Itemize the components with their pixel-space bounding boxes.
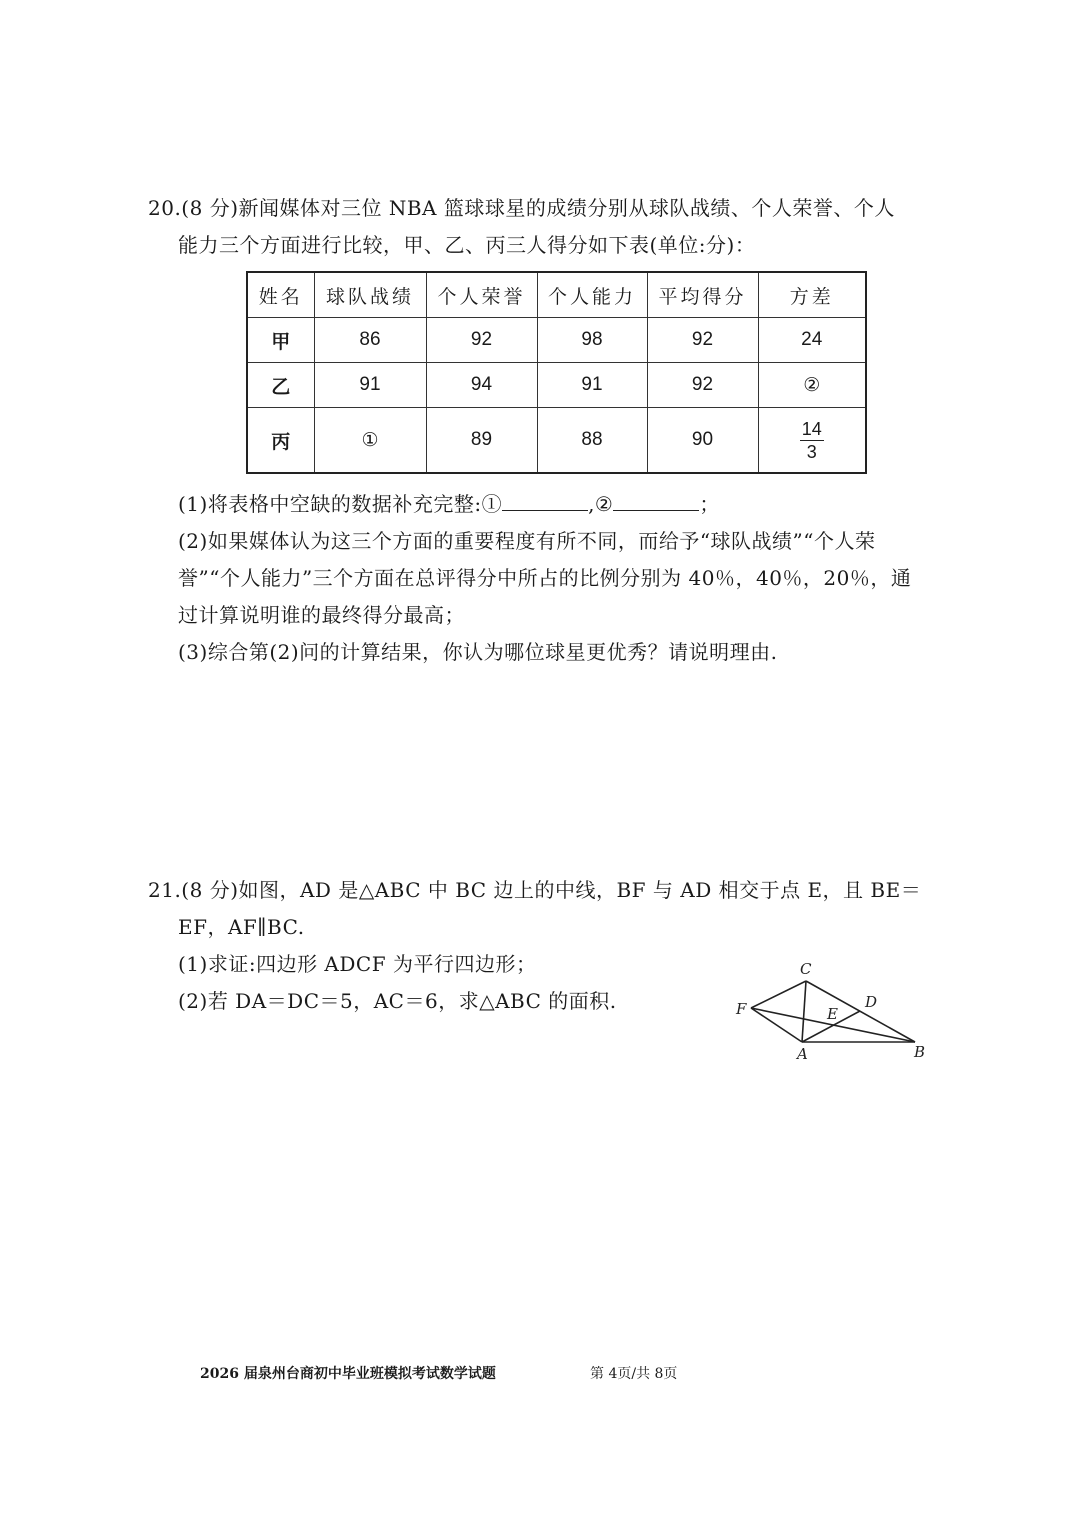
label-D: D [865, 993, 878, 1011]
q20-part1 [148, 486, 938, 523]
q21-part2: (2)若 DA＝DC＝5，AC＝6，求△ABC 的面积. [178, 989, 617, 1013]
header-name: 姓名 [247, 272, 314, 318]
segment-CA [802, 981, 806, 1042]
q21-intro-line2: EF，AF∥BC. [178, 915, 305, 939]
q20-part2-line1: (2)如果媒体认为这三个方面的重要程度有所不同，而给予“球队战绩”“个人荣 [178, 529, 876, 553]
cell-value: 88 [537, 408, 647, 474]
cell-blank-2: ② [758, 363, 866, 408]
header-average: 平均得分 [647, 272, 758, 318]
header-team: 球队战绩 [314, 272, 426, 318]
label-E: E [827, 1005, 838, 1023]
cell-value: 92 [647, 363, 758, 408]
q20-parts [148, 486, 938, 671]
cell-value: 98 [537, 318, 647, 363]
cell-value: 92 [647, 318, 758, 363]
cell-value: 86 [314, 318, 426, 363]
table-row [247, 318, 866, 363]
fraction [800, 418, 824, 463]
cell-value: 91 [314, 363, 426, 408]
cell-value: 90 [647, 408, 758, 474]
q20-part2-line3: 过计算说明谁的最终得分最高； [178, 603, 465, 627]
cell-blank-1: ① [314, 408, 426, 474]
q20-intro-line2: 能力三个方面进行比较，甲、乙、丙三人得分如下表(单位:分)： [178, 233, 756, 257]
label-C: C [800, 960, 812, 978]
q20-part1-sep: ,② [588, 492, 614, 516]
answer-blank-1[interactable] [502, 488, 588, 511]
q20-part1-end: ； [699, 492, 720, 516]
table-header-row [247, 272, 866, 318]
q20-intro-line1: 20.(8 分)新闻媒体对三位 NBA 篮球球星的成绩分别从球队战绩、个人荣誉、个人 [148, 196, 895, 220]
cell-variance-fraction [758, 408, 866, 474]
footer-page-number: 第 4页/共 8页 [590, 1366, 678, 1382]
segment-FC [751, 981, 806, 1008]
label-B: B [914, 1043, 926, 1061]
segment-CB [806, 981, 915, 1042]
footer-title: 2026 届泉州台商初中毕业班模拟考试数学试题 [200, 1366, 496, 1382]
q20-part1-text: (1)将表格中空缺的数据补充完整:① [178, 492, 503, 516]
q20-part2-line2: 誉”“个人能力”三个方面在总评得分中所占的比例分别为 40％，40％，20％，通 [178, 566, 912, 590]
table-row [247, 408, 866, 474]
answer-blank-2[interactable] [613, 488, 699, 511]
header-variance: 方差 [758, 272, 866, 318]
header-honor: 个人荣誉 [426, 272, 537, 318]
fraction-numerator: 14 [801, 418, 822, 439]
cell-name: 甲 [247, 318, 314, 363]
table-row [247, 363, 866, 408]
cell-value: 24 [758, 318, 866, 363]
cell-value: 92 [426, 318, 537, 363]
geometry-figure [730, 955, 940, 1070]
cell-value: 89 [426, 408, 537, 474]
cell-value: 94 [426, 363, 537, 408]
q21-part1: (1)求证:四边形 ADCF 为平行四边形； [178, 952, 537, 976]
label-A: A [797, 1045, 808, 1063]
q20-part3: (3)综合第(2)问的计算结果，你认为哪位球星更优秀？请说明理由. [178, 640, 778, 664]
question-20 [148, 190, 938, 264]
header-ability: 个人能力 [537, 272, 647, 318]
score-table [246, 271, 867, 474]
fraction-denominator: 3 [806, 441, 817, 462]
label-F: F [736, 1000, 747, 1018]
q21-intro-line1: 21.(8 分)如图，AD 是△ABC 中 BC 边上的中线，BF 与 AD 相交于点 E，且 BE＝ [148, 878, 922, 902]
cell-value: 91 [537, 363, 647, 408]
cell-name: 乙 [247, 363, 314, 408]
cell-name: 丙 [247, 408, 314, 474]
